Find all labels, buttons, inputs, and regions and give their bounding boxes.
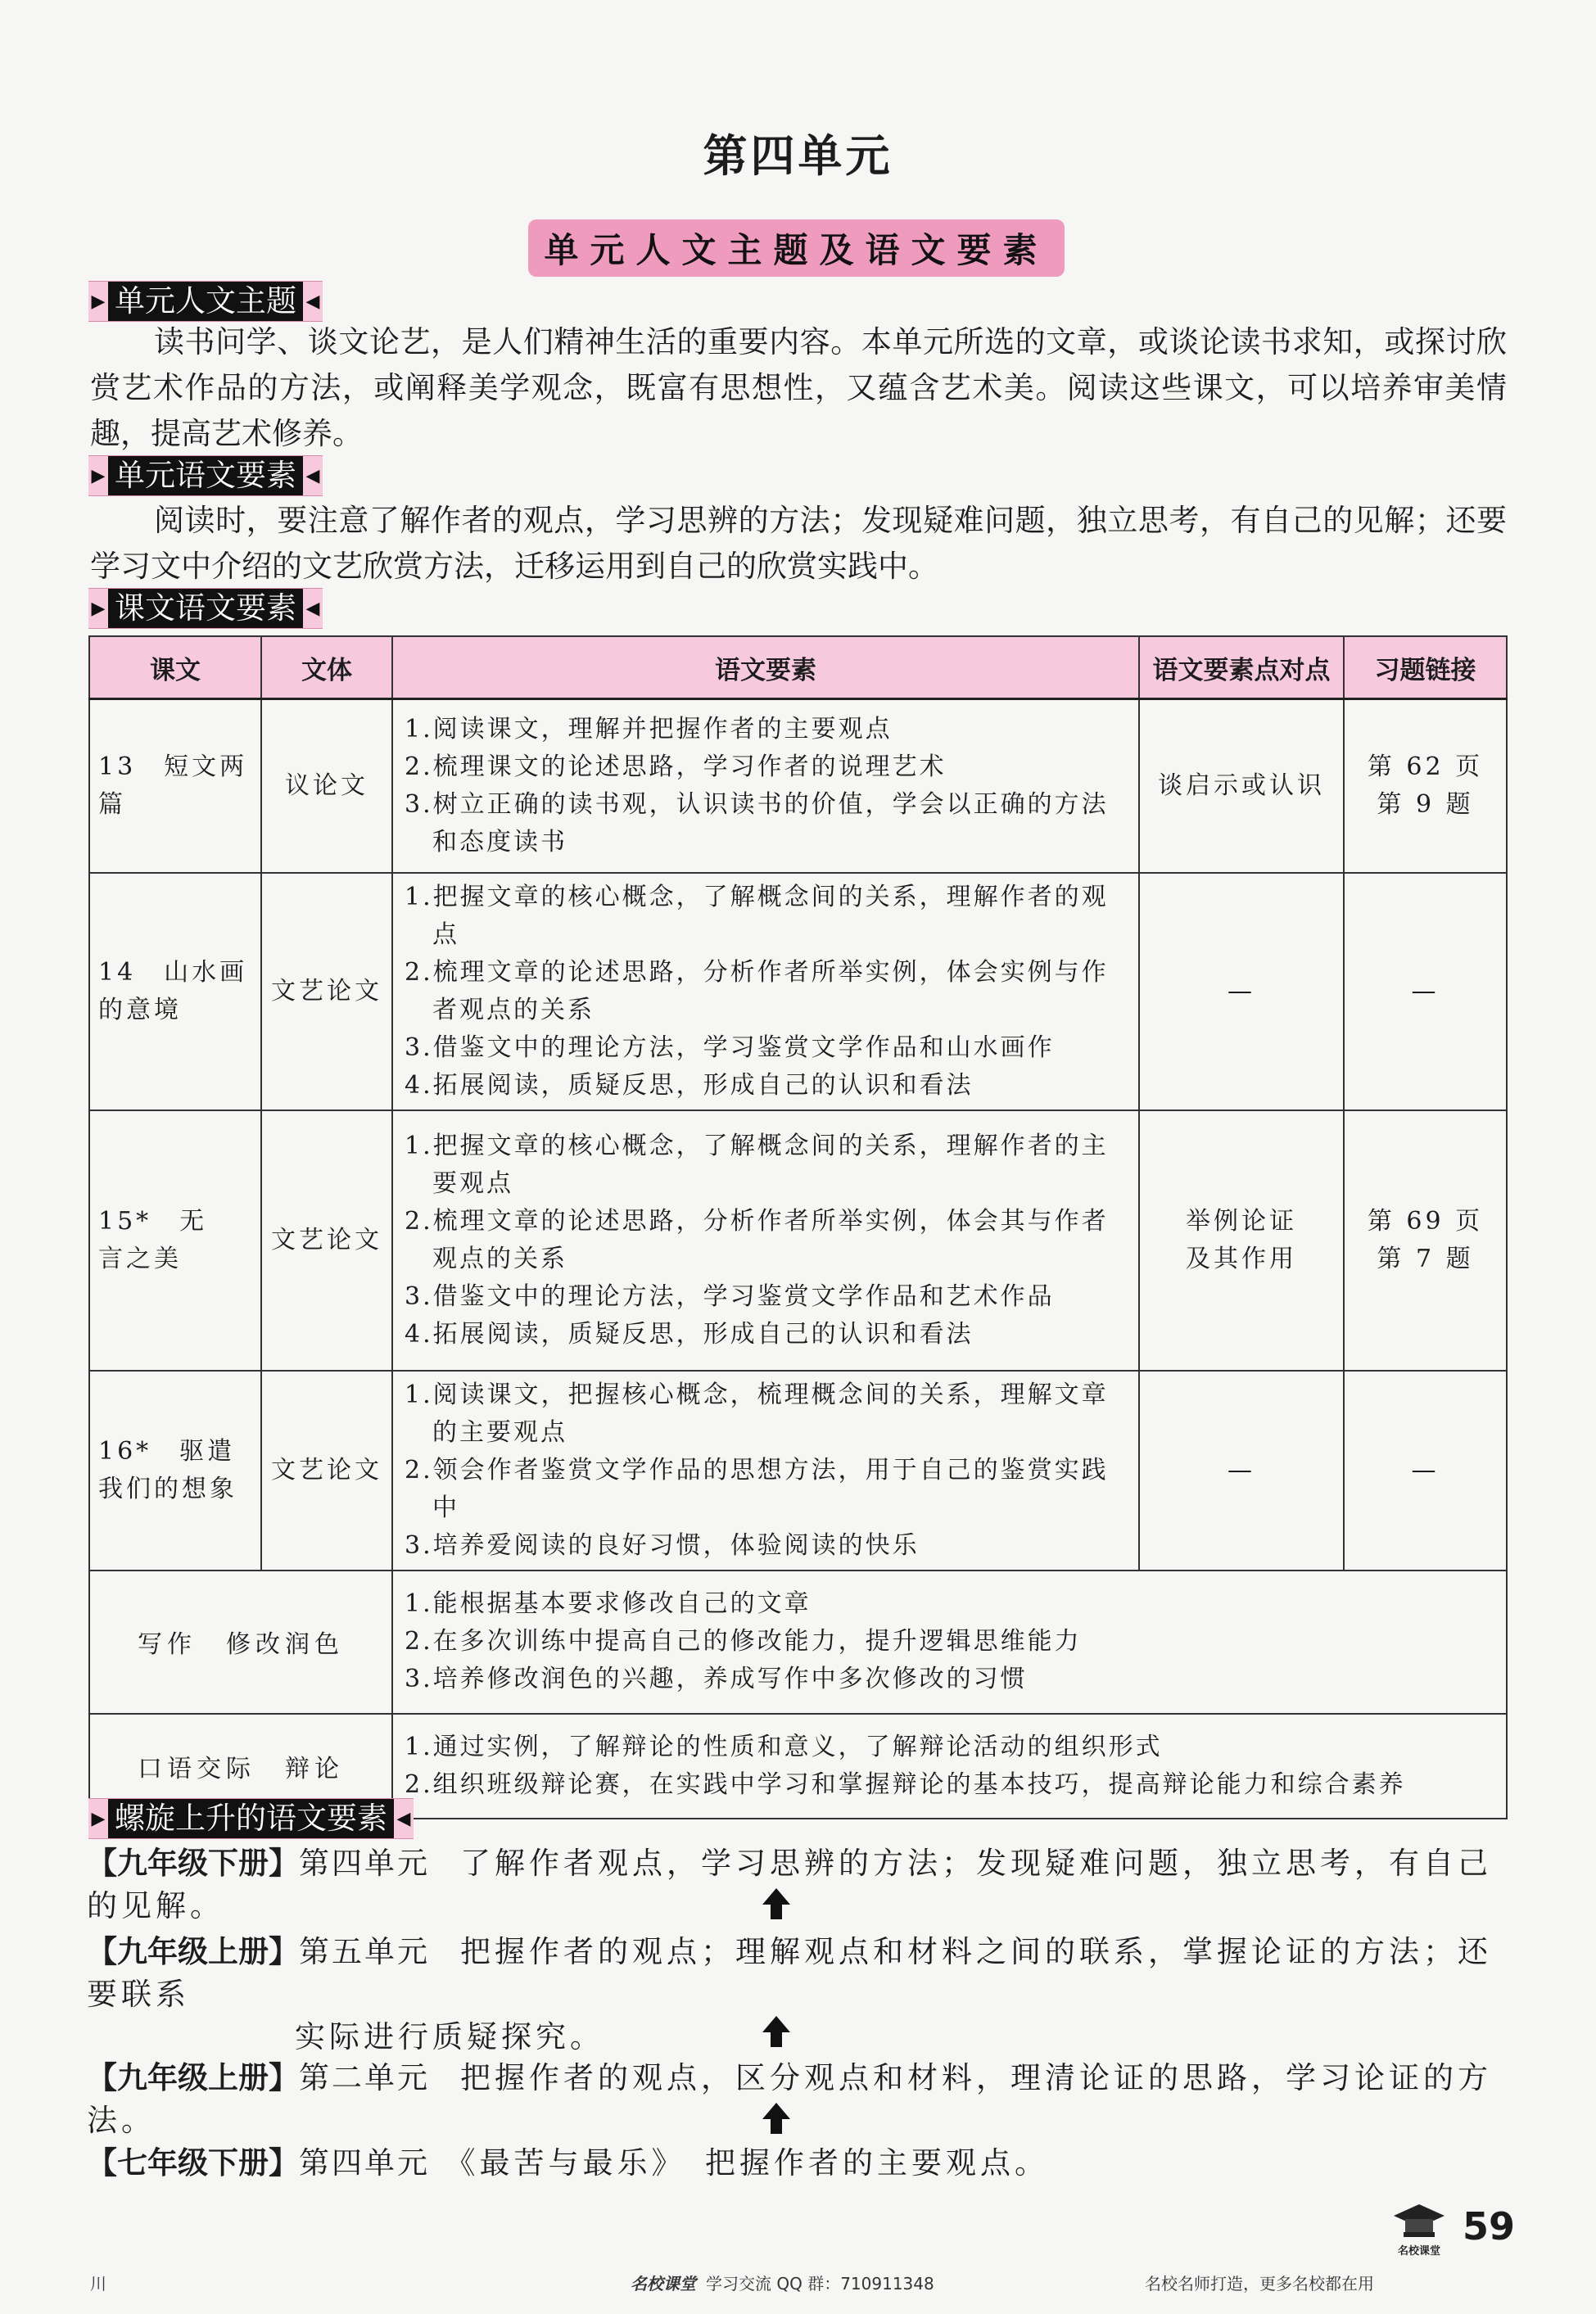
table-row [89,1110,1507,1371]
writing-requirements [392,1571,1507,1714]
lesson-name: 14 山水画的意境 [89,873,261,1110]
list-item: 2.梳理课文的论述思路，学习作者的说理艺术 [405,752,947,781]
header-genre: 文体 [261,636,392,699]
list-item: 3.培养爱阅读的良好习惯，体验阅读的快乐 [405,1530,920,1560]
header-link: 习题链接 [1344,636,1507,699]
exercise-link: — [1344,873,1507,1110]
lesson-requirements [392,1110,1139,1371]
list-item: 4.拓展阅读，质疑反思，形成自己的认识和看法 [405,1070,974,1100]
table-row-writing [89,1571,1507,1714]
lesson-name: 13 短文两篇 [89,699,261,873]
list-item: 3.借鉴文中的理论方法，学习鉴赏文学作品和山水画作 [405,1033,1055,1062]
lesson-genre: 文艺论文 [261,1371,392,1571]
spiral-text: 《最苦与最乐》 把握作者的主要观点。 [460,2145,1049,2181]
table-row [89,873,1507,1110]
page-title: 第四单元 [703,130,893,182]
tag-theme [88,281,323,322]
lesson-point: — [1139,873,1344,1110]
list-item: 2.组织班级辩论赛，在实践中学习和掌握辩论的基本技巧，提高辩论能力和综合素养 [405,1769,1406,1799]
list-item: 2.梳理文章的论述思路，分析作者所举实例，体会实例与作者观点的关系 [405,957,1109,1024]
section-banner-label: 单元人文主题及语文要素 [544,230,1049,270]
lesson-point: — [1139,1371,1344,1571]
lesson-name: 16* 驱遣我们的想象 [89,1371,261,1571]
table-row [89,699,1507,873]
theme-paragraph: 读书问学、谈文论艺，是人们精神生活的重要内容。本单元所选的文章，或谈论读书求知，或探讨欣赏艺术作品的方法，或阐释美学观念，既富有思想性，又蕴含艺术美。阅读这些课文，可以培养审美情趣，提高艺术修养。 [90,324,1507,451]
spiral-item [87,1842,1512,1928]
oral-label: 口语交际 辩论 [89,1714,392,1819]
spiral-unit: 第二单元 [299,2060,430,2095]
footer-province: 川 [90,2274,106,2294]
logo-text: 名校课堂 [1397,2245,1440,2258]
lesson-requirements [392,699,1139,873]
lesson-genre: 文艺论文 [261,873,392,1110]
tag-elements-label: 单元语文要素 [108,456,303,495]
triangle-left-icon: ◀ [394,1799,414,1838]
triangle-right-icon: ▶ [88,456,108,495]
list-item: 2.在多次训练中提高自己的修改能力，提升逻辑思维能力 [405,1627,1082,1656]
spiral-item [87,1931,1512,2059]
elements-paragraph: 阅读时，要注意了解作者的观点，学习思辨的方法；发现疑难问题，独立思考，有自己的见解；还要学习文中介绍的文艺欣赏方法，迁移运用到自己的欣赏实践中。 [90,503,1507,584]
header-point: 语文要素点对点 [1139,636,1344,699]
triangle-right-icon: ▶ [88,282,108,321]
exercise-link: 第 69 页 第 7 题 [1344,1110,1507,1371]
section-banner [528,219,1065,277]
list-item: 1.阅读课文，把握核心概念，梳理概念间的关系，理解文章的主要观点 [405,1380,1109,1447]
spiral-item [87,2057,1512,2142]
list-item: 1.把握文章的核心概念，了解概念间的关系，理解作者的主要观点 [405,1131,1109,1198]
footer-brand: 名校课堂 [631,2274,696,2294]
lesson-requirements [392,873,1139,1110]
list-item: 2.领会作者鉴赏文学作品的思想方法，用于自己的鉴赏实践中 [405,1455,1109,1522]
tag-lesson [88,588,323,629]
table-header-row [89,636,1507,699]
spiral-text: 把握作者的观点，区分观点和材料，理清论证的思路，学习论证的方法。 [87,2060,1492,2138]
lesson-genre: 议论文 [261,699,392,873]
tag-lesson-label: 课文语文要素 [108,589,303,628]
list-item: 3.培养修改润色的兴趣，养成写作中多次修改的习惯 [405,1665,1028,1693]
triangle-right-icon: ▶ [88,589,108,628]
spiral-unit: 第五单元 [299,1934,430,1969]
triangle-left-icon: ◀ [303,589,323,628]
lesson-point: 举例论证 及其作用 [1139,1110,1344,1371]
footer-qq: 学习交流 QQ 群：710911348 [706,2274,934,2294]
list-item: 1.能根据基本要求修改自己的文章 [405,1589,812,1618]
header-elements: 语文要素 [392,636,1139,699]
oral-requirements [392,1714,1507,1819]
list-item: 1.把握文章的核心概念，了解概念间的关系，理解作者的观点 [405,882,1109,949]
spiral-unit: 第四单元 [299,2145,430,2181]
tag-spiral [88,1798,414,1839]
writing-label: 写作 修改润色 [89,1571,392,1714]
tag-elements [88,455,323,496]
spiral-grade: 【九年级下册】 [87,1846,299,1881]
lesson-requirements [392,1371,1139,1571]
spiral-text-cont: 实际进行质疑探究。 [295,2019,604,2054]
page-number: 59 [1463,2204,1516,2248]
spiral-unit: 第四单元 [299,1846,430,1881]
spiral-text: 把握作者的观点；理解观点和材料之间的联系，掌握论证的方法；还要联系 [87,1934,1492,2012]
table-row [89,1371,1507,1571]
triangle-right-icon: ▶ [88,1799,108,1838]
spiral-grade: 【七年级下册】 [87,2145,299,2181]
footer-slogan: 名校名师打造，更多名校都在用 [1145,2274,1374,2294]
list-item: 1.通过实例，了解辩论的性质和意义，了解辩论活动的组织形式 [405,1732,1163,1761]
lesson-table [88,635,1508,1819]
triangle-left-icon: ◀ [303,282,323,321]
tag-spiral-label: 螺旋上升的语文要素 [108,1799,394,1838]
list-item: 3.树立正确的读书观，认识读书的价值，学会以正确的方法和态度读书 [405,789,1109,856]
exercise-link: 第 62 页 第 9 题 [1344,699,1507,873]
spiral-grade: 【九年级上册】 [87,1934,299,1969]
spiral-text: 了解作者观点，学习思辨的方法；发现疑难问题，独立思考，有自己的见解。 [87,1846,1492,1923]
spiral-item [87,2142,1512,2185]
list-item: 4.拓展阅读，质疑反思，形成自己的认识和看法 [405,1319,974,1349]
lesson-point: 谈启示或认识 [1139,699,1344,873]
tag-theme-label: 单元人文主题 [108,282,303,321]
lesson-name: 15* 无 言之美 [89,1110,261,1371]
triangle-left-icon: ◀ [303,456,323,495]
logo-icon [1392,2203,1446,2258]
header-lesson: 课文 [89,636,261,699]
list-item: 2.梳理文章的论述思路，分析作者所举实例，体会其与作者观点的关系 [405,1206,1109,1273]
list-item: 1.阅读课文，理解并把握作者的主要观点 [405,714,893,743]
spiral-grade: 【九年级上册】 [87,2060,299,2095]
lesson-genre: 文艺论文 [261,1110,392,1371]
list-item: 3.借鉴文中的理论方法，学习鉴赏文学作品和艺术作品 [405,1281,1055,1311]
exercise-link: — [1344,1371,1507,1571]
